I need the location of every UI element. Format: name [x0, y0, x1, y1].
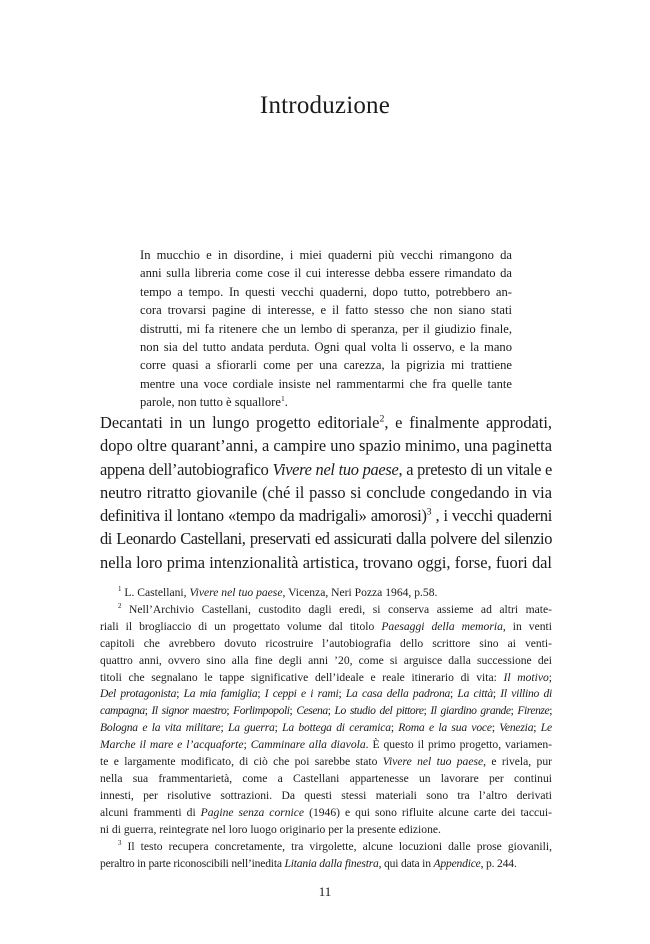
- footnote-line: nella sua frammentarietà, come a Castellani appartenesse un lavorare per continui: [100, 771, 552, 785]
- body-line: [100, 504, 552, 527]
- body-line: di Leonardo Castellani, preservati ed assicurati dalla polvere del silenzio: [100, 529, 552, 549]
- footnote-3: $^3$ Il testo recupera concretamente, tra virgolette, alcune locuzioni dalle prose giovanili,: [118, 838, 552, 853]
- body-text: , e finalmente approdati,: [384, 413, 552, 432]
- chapter-title: Introduzione: [259, 92, 391, 119]
- body-text: definitiva il lontano «tempo da madrigali» amorosi): [100, 506, 427, 526]
- footnote-line: campagna; Il signor maestro; Forlimpopoli; Cesena; Lo studio del pittore; Il giardino grande; Firenze;: [100, 704, 552, 718]
- footnote-number: 1: [118, 585, 122, 594]
- footnote-line: riali il brogliaccio di un progettato volume dal titolo Paesaggi della memoria, in venti: [100, 619, 552, 633]
- epigraph-line: tempo a tempo. In questi vecchi quaderni, dopo tutto, potrebbero an-: [140, 284, 512, 299]
- body-paragraph: [100, 411, 552, 574]
- footnote-line: te e largamente modificato, di ciò che poi sarebbe stato Vivere nel tuo paese, e rivela, pur: [100, 755, 553, 769]
- epigraph-line: cora trovarsi pagine di interesse, e il fatto stesso che non siano stati: [140, 303, 512, 318]
- epigraph-line: mentre una voce cordiale insiste nel rammentarmi che fra quelle tante: [140, 376, 512, 391]
- epigraph-line: corre quasi a sfiorarli come per una carezza, la pigrizia mi trattiene: [140, 358, 512, 373]
- body-line: [100, 458, 552, 481]
- italic-title: Vivere nel tuo paese: [272, 459, 399, 479]
- epigraph-line: distrutti, mi fa ritenere che un lembo di speranza, per il giudizio finale,: [140, 321, 512, 336]
- epigraph-line: [140, 393, 512, 411]
- footnote-ref[interactable]: 1: [280, 394, 285, 404]
- footnote-line: capitoli che avrebbero dovuto ricostruire l’autobiografia dello scrittore sino ai venti-: [100, 636, 552, 650]
- footnote-line: Del protagonista; La mia famiglia; I ceppi e i rami; La casa della padrona; La città; Il villino di: [100, 687, 552, 701]
- footnote-line: quattro anni, ovvero sino alla fine degli anni ’20, come si arguisce dalla successione dei: [100, 653, 552, 667]
- epigraph-line: anni sulla libreria come cose il cui interesse debba essere rimandato da: [140, 266, 512, 281]
- footnote-line: innesti, per risolutive sottrazioni. Da questi stessi materiali sono tra l’altro derivati: [100, 788, 552, 802]
- footnote-line: titoli che segnalano le tappe significative dell’ideale e reale itinerario di vita: Il motivo;: [100, 670, 552, 684]
- body-line: dopo oltre quarant’anni, a campire uno spazio minimo, una paginetta: [100, 436, 552, 456]
- footnote-number: 3: [118, 838, 122, 847]
- footnote-line: peraltro in parte riconoscibili nell’inedita Litania dalla finestra, qui data in Appendice, p. 244.: [100, 856, 517, 870]
- body-text: , a pretesto di un vitale e: [398, 459, 552, 479]
- epigraph-quote: [140, 246, 512, 412]
- footnote-1: $^1$ L. Castellani, Vivere nel tuo paese, Vicenza, Neri Pozza 1964, p.58.: [118, 585, 438, 599]
- footnotes: [100, 585, 552, 872]
- body-text: , i vecchi quaderni: [431, 506, 552, 526]
- body-line: nella loro prima intenzionalità artistica, trovano oggi, forse, fuori dal: [100, 552, 552, 572]
- footnote-ref[interactable]: 3: [426, 506, 432, 518]
- epigraph-line: non sia del tutto andata perduta. Ogni qual volta li osservo, e la mano: [140, 340, 512, 355]
- footnote-ref[interactable]: 2: [379, 413, 385, 425]
- epigraph-text: .: [284, 395, 288, 410]
- footnote-line: ni di guerra, reintegrate nel loro luogo originario per la presente edizione.: [100, 822, 441, 836]
- footnote-line: Bologna e la vita militare; La guerra; La bottega di ceramica; Roma e la sua voce; Venezia; Le: [100, 721, 552, 735]
- footnote-line: Marche il mare e l’acquaforte; Camminare alla diavola. È questo il primo progetto, variamen-: [100, 738, 553, 752]
- body-text: appena dell’autobiografico: [100, 459, 273, 479]
- page-number: 11: [318, 884, 332, 899]
- epigraph-text: parole, non tutto è squallore: [140, 395, 281, 410]
- body-line: [100, 411, 552, 434]
- footnote-number: 2: [118, 602, 122, 611]
- body-text: Decantati in un lungo progetto editoriale: [100, 413, 380, 432]
- footnote-line: alcuni frammenti di Pagine senza cornice (1946) e qui sono rifluite alcune carte dei taccui-: [100, 805, 552, 819]
- epigraph-line: In mucchio e in disordine, i miei quaderni più vecchi rimangono da: [140, 248, 512, 262]
- body-line: neutro ritratto giovanile (ché il passo si conclude congedando in via: [100, 482, 552, 502]
- footnote-2: $^2$ Nell’Archivio Castellani, custodito dagli eredi, si conserva assieme ad altri mate-: [118, 602, 552, 616]
